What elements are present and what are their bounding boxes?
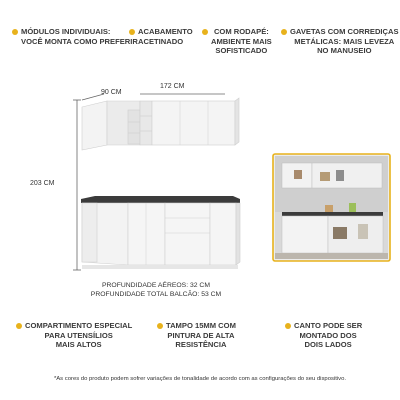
bullet-dot-icon	[285, 323, 291, 329]
footnote: *As cores do produto podem sofrer variações de tonalidade de acordo com as configurações do seu dispositivo.	[53, 376, 347, 382]
feature-tampo	[157, 321, 236, 350]
feature-text: ACABAMENTO ACETINADO	[138, 27, 193, 46]
feature-canto	[285, 321, 362, 350]
feature-text: GAVETAS COM CORREDIÇAS METÁLICAS: MAIS LEVEZA NO MANUSEIO	[290, 27, 399, 56]
dim-label-side: 90 CM	[101, 89, 122, 96]
room-photo	[273, 154, 390, 261]
feature-text: TAMPO 15MM COM PINTURA DE ALTA RESISTÊNCIA	[166, 321, 236, 350]
depth-upper: PROFUNDIDADE AÉREOS: 32 CM	[101, 282, 211, 289]
bullet-dot-icon	[157, 323, 163, 329]
feature-text: MÓDULOS INDIVIDUAIS: VOCÊ MONTA COMO PREFERIR	[21, 27, 138, 46]
feature-text: CANTO PODE SER MONTADO DOS DOIS LADOS	[294, 321, 363, 350]
bullet-dot-icon	[16, 323, 22, 329]
dim-label-height: 203 CM	[30, 180, 55, 187]
dim-label-main: 172 CM	[160, 83, 185, 90]
feature-text: COM RODAPÉ: AMBIENTE MAIS SOFISTICADO	[211, 27, 272, 56]
upper-cabinets	[82, 98, 239, 150]
feature-text: COMPARTIMENTO ESPECIAL PARA UTENSÍLIOS MAIS ALTOS	[25, 321, 133, 350]
depth-lower: PROFUNDIDADE TOTAL BALCÃO: 53 CM	[90, 291, 222, 298]
base-cabinets	[81, 196, 240, 269]
feature-compartimento	[16, 321, 132, 350]
